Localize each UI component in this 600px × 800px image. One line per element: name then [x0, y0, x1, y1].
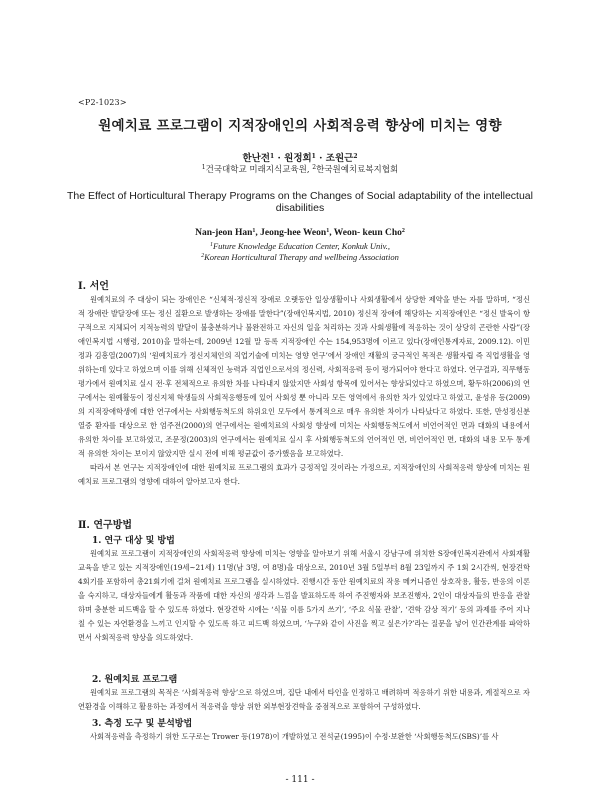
affil-text: Future Knowledge Education Center, Konkuk Univ., [212, 241, 391, 251]
intro-paragraph-2: 따라서 본 연구는 지적장애인에 대한 원예치료 프로그램의 효과가 긍정적일 것이라는 가정으로, 지적장애인의 사회적응력 향상에 미치는 원예치료 프로그램의 영향에 대하여 알아보고자 한다. [78, 463, 530, 486]
subsection-1-body [78, 547, 530, 645]
subsection-3-body [78, 730, 530, 744]
authors-english: Nan-jeon Han$^1$, Jeong-hee Weon$^1$, Weon- keun Cho$^2$ [195, 228, 405, 238]
author-sup: 1 [270, 153, 275, 160]
affil-text: Korean Horticultural Therapy and wellbeing Association [204, 252, 399, 262]
affiliations-english [0, 241, 600, 263]
affil-line [0, 241, 600, 252]
author-sup: 2 [353, 153, 358, 160]
author-name: Weon- keun Cho [333, 228, 402, 238]
intro-paragraph-1: 원예치료의 주 대상이 되는 장애인은 “신체적·정신적 장애로 오랫동안 일상생활이나 사회생활에서 상당한 제약을 받는 자를 말하며, “정신적 장애란 발달장애 또는 정신 질환으로 발생하는 장애를 말한다”(장애인복지법, 2010) 정신적 장애에 해당하는 지적장애인은 “정신 발육이 항구적으로 지체되어 지적능력의 발달이 불충분하거나 불완전하고 자신의 일을 처리하는 것과 사회생활에 적응하는 것이 상당히 곤란한 사람”(장애인복지법 시행령, 2010)을 말하는데, 2009년 12월 말 등록 지적장애인 수는 154,953명에 이르고 있다(장애인통계자료, 2009.12). 이민정과 김흥열(2007)의 ‘원예치료가 정신지체인의 직업기술에 미치는 영향 연구’에서 장애인 재활의 궁극적인 목적은 생활자립 즉 직업생활을 영위하는데 있다고 하였으며 이를 위해 신체적인 능력과 직업인으로서의 정신력, 사회적응력 등이 평가되어야 한다고 하였다. 연구결과, 직무행동 평가에서 원예치료 실시 전·후 전체적으로 유의한 차를 나타내지 않았지만 사회성 항목에 있어서는 향상되었다고 하였으며, 황두하(2006)의 연구에서는 원예활동이 정신지체 학생들의 사회적응행동에 있어 사회성 뿐 아니라 모든 영역에서 유의한 차가 있었다고 하였고, 윤성유 등(2009)의 지적장애학생에 대한 연구에서는 사회행동척도의 하위요인 모두에서 통계적으로 매우 유의한 차이가 나타났다고 하였다. 또한, 만성정신분열증 환자를 대상으로 한 엄주전(2000)의 연구에서는 원예치료의 사회성 향상에 미치는 사회행동척도에서 비언어적인 면과 대화의 내용에서 유의한 차이를 보고하였고, 조문정(2003)의 연구에서는 원예치료 실시 후 사회행동척도의 언어적인 면, 비언어적인 면, 대화의 내용 모두 통계적 유의한 차이는 보이지 않았지만 실시 전에 비해 평균값이 증가했음을 보고하였다. [78, 295, 530, 458]
author-name: Nan-jeon Han [195, 228, 253, 238]
author-separator: · [319, 153, 323, 164]
abstract-code: <P2-1023> [78, 98, 127, 107]
author-name: 조원근 [325, 153, 354, 164]
affiliations-korean [0, 163, 600, 175]
author-sup: 1 [252, 228, 256, 234]
affil-sup: 1 [201, 164, 206, 171]
affil-text: 건국대학교 미래지식교육원, [205, 165, 313, 175]
author-sup: 2 [401, 228, 405, 234]
affil-sup: 2 [201, 253, 205, 259]
author-name: 원정희 [284, 153, 312, 164]
subsection-2-paragraph: 원예치료 프로그램의 목적은 ‘사회적응력 향상’으로 하였으며, 집단 내에서 타인을 인정하고 배려하며 적응하기 위한 내용과, 계절적으로 자연환경을 이해하고 활용하는 과정에서 적응력을 향상 위한 외부현장견학을 중점적으로 포함하여 구성하였다. [78, 688, 530, 711]
title-korean: 원예치료 프로그램이 지적장애인의 사회적응력 향상에 미치는 영향 [98, 118, 502, 134]
section-heading-intro: Ⅰ. 서언 [78, 281, 109, 292]
affil-sup: 2 [312, 164, 317, 171]
title-english: The Effect of Horticultural Therapy Programs on the Changes of Social adaptability of the intellectual disabilities [67, 190, 533, 214]
author-separator: · [277, 153, 281, 164]
intro-body [78, 293, 530, 489]
author-sup: 1 [311, 153, 316, 160]
subsection-1-paragraph: 원예치료 프로그램이 지적장애인의 사회적응력 향상에 미치는 영향을 알아보기 위해 서울시 강남구에 위치한 S장애인복지관에서 사회재활교육을 받고 있는 지적장애인(19세~21세) 11명(남 3명, 여 8명)을 대상으로, 2010년 3월 5일부터 8월 23일까지 주 1회 2시간씩, 현장견학 4회기를 포함하여 총21회기에 걸쳐 원예치료 프로그램을 실시하였다. 진행시간 동안 원예치료의 작용 메커니즘인 상호작용, 활동, 반응의 이론을 숙지하고, 대상자들에게 활동과 작품에 대한 자신의 생각과 느낌을 발표하도록 하여 주진행자와 보조진행자, 2인이 대상자들의 반응을 관찰하며 충분한 피드백을 할 수 있도록 하였다. 현장견학 시에는 ‘식물 이름 5가지 쓰기’, ‘주요 식물 관찰’, ‘견학 감상 적기’ 등의 과제를 주어 지나칠 수 있는 자연환경을 느끼고 인지할 수 있도록 하고 피드백 하였으며, ‘누구와 같이 사진을 찍고 싶은가?’라는 질문을 넣어 인간관계를 파악하면서 사회적응력 향상을 의도하였다. [78, 549, 530, 642]
page-number: - 111 - [285, 775, 315, 785]
subsection-heading-1: 1. 연구 대상 및 방법 [92, 536, 175, 546]
affil-line [0, 252, 600, 263]
subsection-2-body [78, 686, 530, 714]
authors-korean [0, 150, 600, 164]
author-name: 한난전 [242, 153, 271, 164]
subsection-heading-3: 3. 측정 도구 및 분석방법 [92, 719, 193, 729]
subsection-heading-2: 2. 원예치료 프로그램 [92, 675, 178, 685]
subsection-3-paragraph: 사회적응력을 측정하기 위한 도구로는 Trower 등(1978)이 개발하였고 전석균(1995)이 수정·보완한 ‘사회행동척도(SBS)’를 사 [90, 732, 499, 741]
affil-sup: 1 [209, 242, 213, 248]
affil-text: 한국원예치료복지협회 [316, 165, 399, 175]
section-heading-methods: Ⅱ. 연구방법 [78, 520, 133, 531]
author-name: Jeong-hee Weon [260, 228, 327, 238]
author-sup: 1 [326, 228, 330, 234]
